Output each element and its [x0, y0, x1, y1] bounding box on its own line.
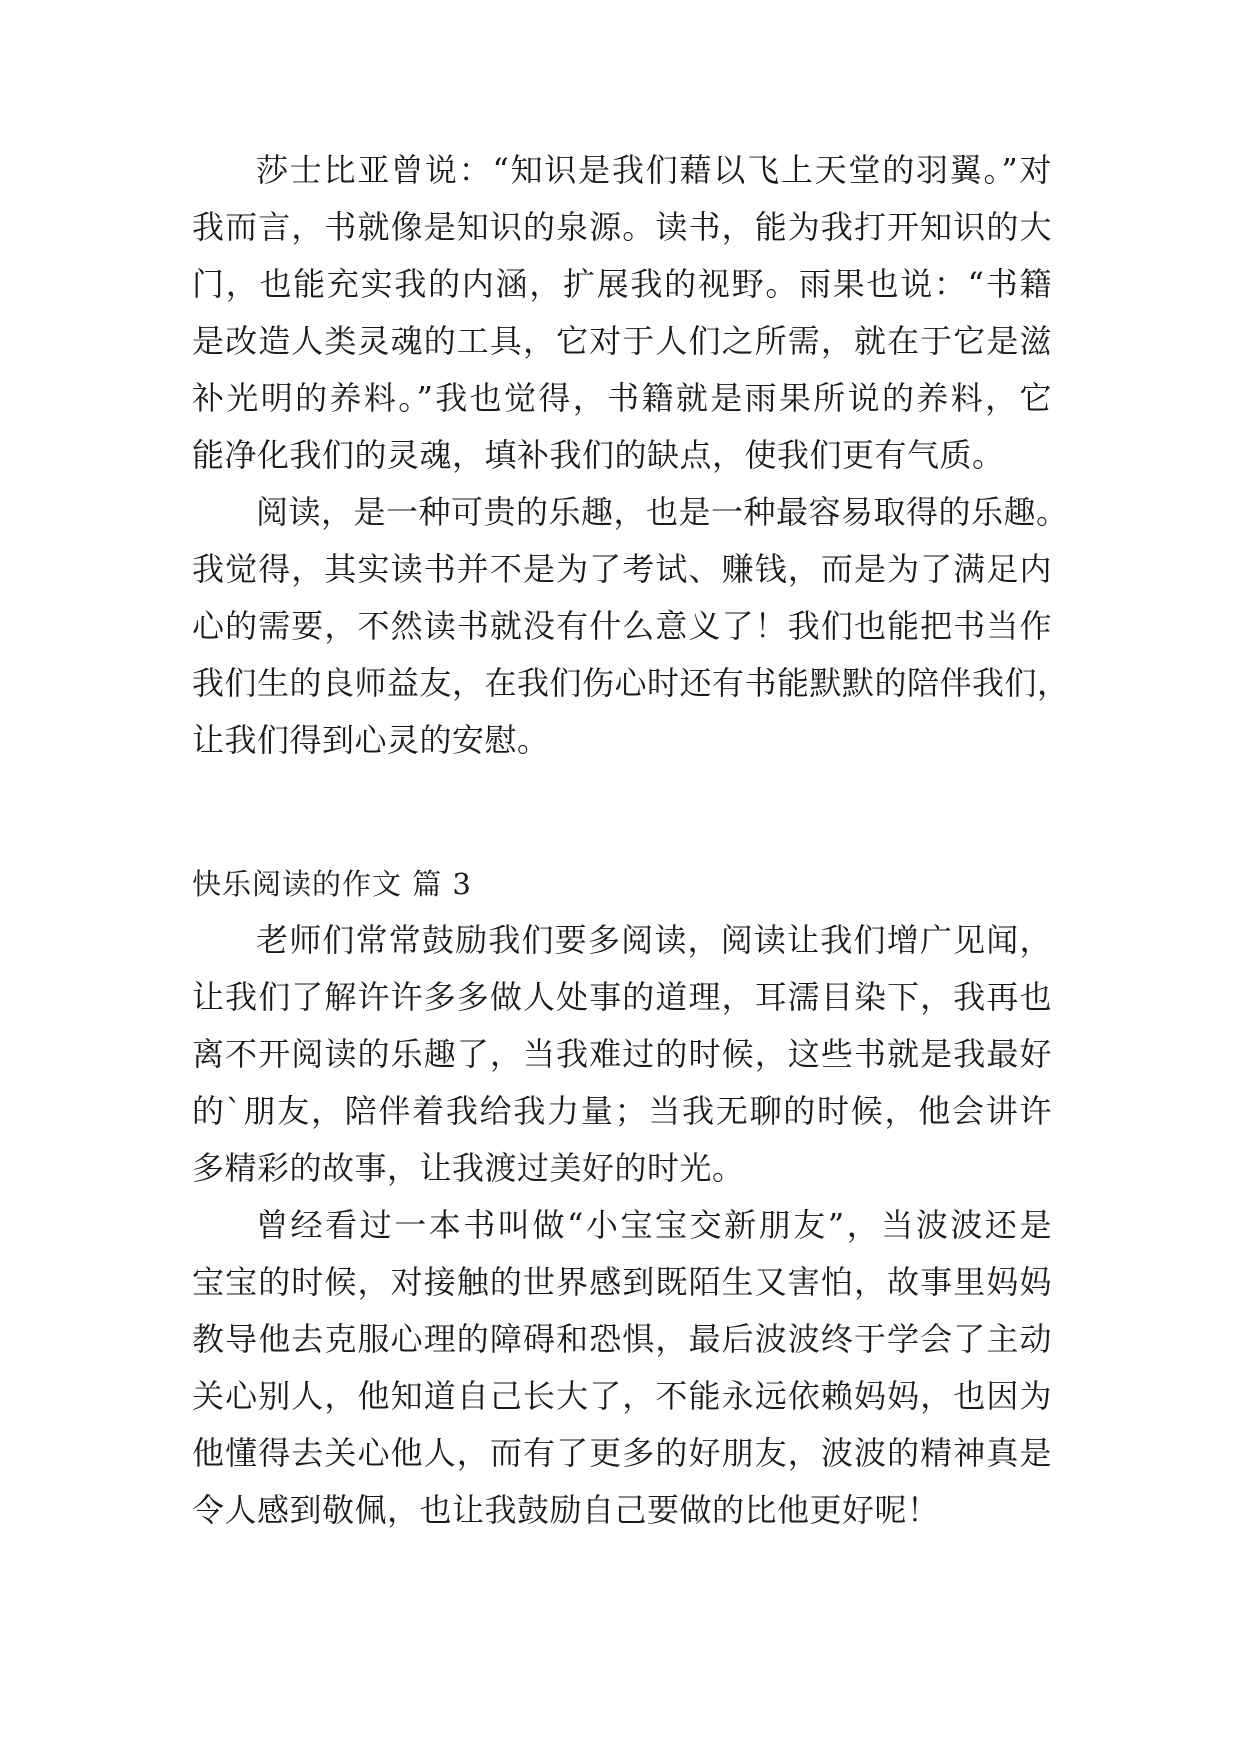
paragraph-4-line-2: 宝宝的时候，对接触的世界感到既陌生又害怕，故事里妈妈 — [192, 1263, 1052, 1301]
paragraph-2-line-4: 我们生的良师益友，在我们伤心时还有书能默默的陪伴我们， — [192, 664, 1070, 702]
paragraph-4-line-4: 关心别人，他知道自己长大了，不能永远依赖妈妈，也因为 — [192, 1377, 1052, 1415]
paragraph-4-line-1: 曾经看过一本书叫做“小宝宝交新朋友”，当波波还是 — [256, 1206, 1052, 1244]
paragraph-1-line-6: 能净化我们的灵魂，填补我们的缺点，使我们更有气质。 — [192, 436, 1005, 474]
paragraph-2-line-1: 阅读，是一种可贵的乐趣，也是一种最容易取得的乐趣。 — [256, 493, 1069, 531]
paragraph-1-line-4: 是改造人类灵魂的工具，它对于人们之所需，就在于它是滋 — [192, 322, 1052, 360]
paragraph-1-line-2: 我而言，书就像是知识的泉源。读书，能为我打开知识的大 — [192, 208, 1052, 246]
section-heading: 快乐阅读的作文 篇 3 — [192, 867, 472, 901]
paragraph-3-line-4: 的`朋友，陪伴着我给我力量；当我无聊的时候，他会讲许 — [192, 1092, 1052, 1130]
paragraph-3-line-3: 离不开阅读的乐趣了，当我难过的时候，这些书就是我最好 — [192, 1035, 1052, 1073]
paragraph-1-line-1: 莎士比亚曾说：“知识是我们藉以飞上天堂的羽翼。”对 — [256, 151, 1052, 189]
paragraph-4-line-6: 令人感到敬佩，也让我鼓励自己要做的比他更好呢！ — [192, 1491, 940, 1529]
paragraph-4-line-3: 教导他去克服心理的障碍和恐惧，最后波波终于学会了主动 — [192, 1320, 1052, 1358]
paragraph-4-line-5: 他懂得去关心他人，而有了更多的好朋友，波波的精神真是 — [192, 1434, 1052, 1472]
paragraph-3-line-2: 让我们了解许许多多做人处事的道理，耳濡目染下，我再也 — [192, 978, 1052, 1016]
paragraph-3-line-5: 多精彩的故事，让我渡过美好的时光。 — [192, 1149, 745, 1187]
paragraph-2-line-3: 心的需要，不然读书就没有什么意义了！我们也能把书当作 — [192, 607, 1052, 645]
paragraph-2-line-2: 我觉得，其实读书并不是为了考试、赚钱，而是为了满足内 — [192, 550, 1052, 588]
paragraph-3-line-1: 老师们常常鼓励我们要多阅读，阅读让我们增广见闻， — [256, 921, 1052, 959]
paragraph-1-line-5: 补光明的养料。”我也觉得，书籍就是雨果所说的养料，它 — [192, 379, 1052, 417]
paragraph-1-line-3: 门，也能充实我的内涵，扩展我的视野。雨果也说：“书籍 — [192, 265, 1052, 303]
paragraph-2-line-5: 让我们得到心灵的安慰。 — [192, 721, 550, 759]
